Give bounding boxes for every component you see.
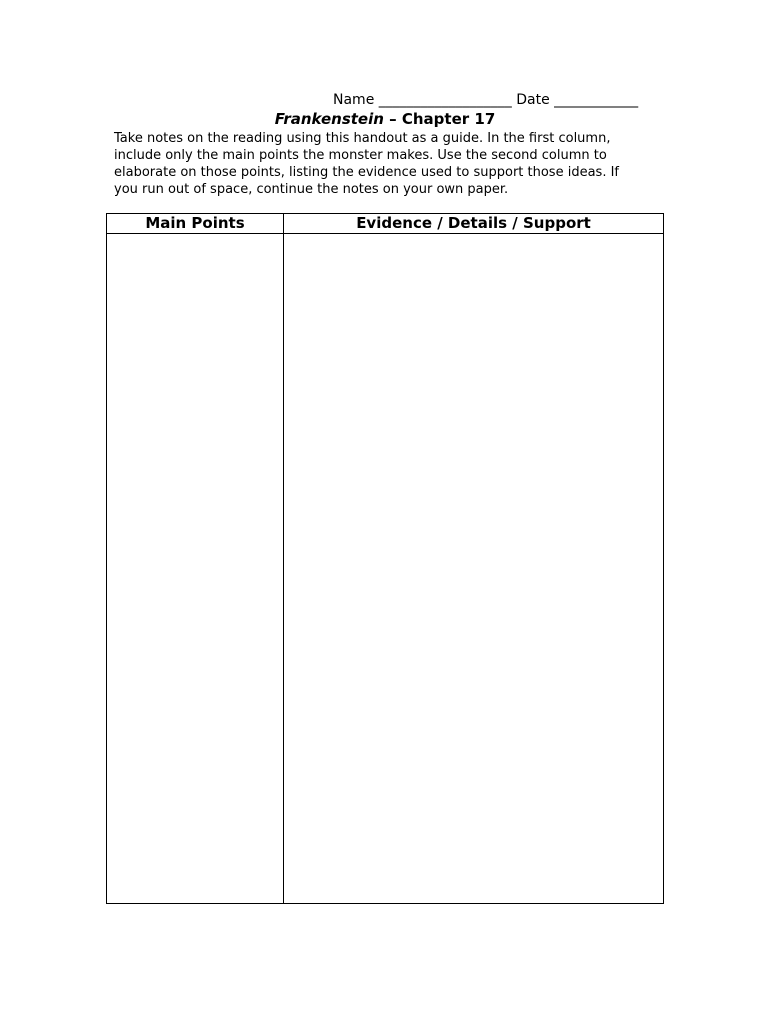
column-header-evidence: Evidence / Details / Support <box>356 214 591 232</box>
work-title: Frankenstein <box>274 110 384 128</box>
name-date-line <box>333 92 638 108</box>
table-header-row <box>107 214 663 234</box>
name-blank[interactable]: ___________________ <box>378 92 512 108</box>
page-title <box>0 110 770 128</box>
name-label: Name <box>333 92 375 108</box>
instructions-line: Take notes on the reading using this handout as a guide. In the first column, <box>114 131 611 146</box>
instructions-line: you run out of space, continue the notes on your own paper. <box>114 182 509 197</box>
instructions-paragraph <box>114 130 654 198</box>
notes-table <box>106 213 664 904</box>
column-header-main-points: Main Points <box>145 214 245 232</box>
title-separator: – <box>383 110 402 128</box>
main-points-cell[interactable] <box>107 234 283 903</box>
instructions-line: include only the main points the monster makes. Use the second column to <box>114 148 607 163</box>
date-label: Date <box>516 92 550 108</box>
chapter-label: Chapter 17 <box>401 110 496 128</box>
instructions-line: elaborate on those points, listing the evidence used to support those ideas. If <box>114 165 619 180</box>
date-blank[interactable]: ____________ <box>554 92 639 108</box>
evidence-cell[interactable] <box>284 234 663 903</box>
